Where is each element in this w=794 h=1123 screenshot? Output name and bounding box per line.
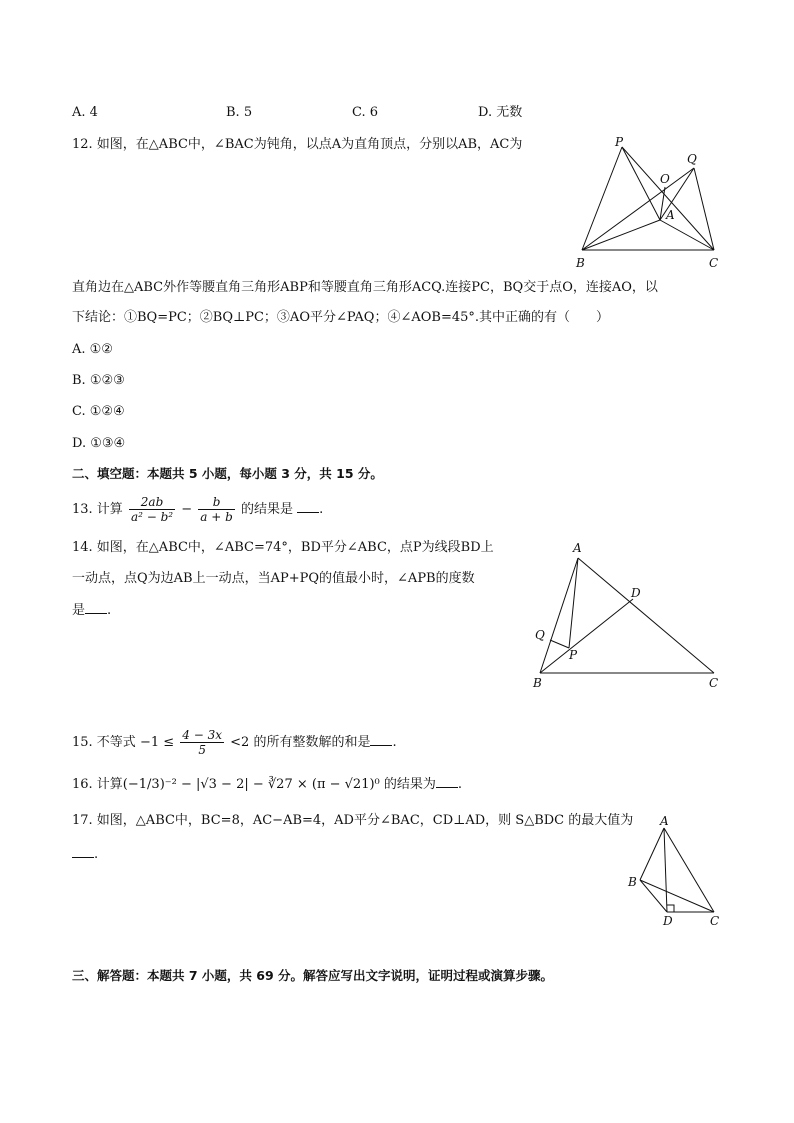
q14-label-q: Q [535,628,545,642]
q12-text-line2: 直角边在△ABC外作等腰直角三角形ABP和等腰直角三角形ACQ.连接PC，BQ交于点O，连接AO，以 [72,280,658,295]
q13-fraction-1-numerator: 2ab [129,495,175,510]
q11-option-a: A. 4 [72,105,98,120]
q16-text: 16. 计算(−1/3)⁻² − |√3 − 2| − ∛27 × (π − √21)⁰ 的结果为 . [72,777,463,792]
q15-fraction-denominator: 5 [198,743,206,757]
q12-label-a: A [666,208,675,222]
q12-figure [570,130,730,275]
q13-suffix: 的结果是 [240,502,293,517]
q17-answer-blank [72,845,94,858]
q12-option-a: A. ①② [72,342,113,357]
q12-label-p: P [615,135,624,149]
q13-text: 13. 计算 $\frac{2ab}{\text{a² − b²}}$ − $\frac{b}{a + b}$ 的结果是 . [72,495,324,524]
q13-fraction-2-denominator: a + b [200,510,233,524]
section-2-heading: 二、填空题：本题共 5 小题，每小题 3 分，共 15 分。 [72,466,383,481]
q12-option-b: B. ①②③ [72,373,125,388]
q12-label-c: C [709,256,719,270]
q15-suffix: <2 的所有整数解的和是 [230,735,371,750]
q17-text-line2: . [72,845,98,864]
q14-label-d: D [631,586,641,600]
q13-fraction-2-numerator: b [198,495,235,510]
q12-option-d: D. ①③④ [72,436,126,451]
q15-fraction-numerator: 4 − 3x [182,728,223,742]
q17-label-a: A [660,814,669,828]
q12-label-b: B [576,256,585,270]
q12-text-line1: 12. 如图，在△ABC中，∠BAC为钝角，以点A为直角顶点，分别以AB，AC为 [72,137,523,152]
q14-label-p: P [569,648,578,662]
q13-fraction-1 [129,495,175,524]
q16-expression: 16. 计算(−1/3)⁻² − |√3 − 2| − ∛27 × (π − √21)⁰ 的结果为 [72,777,436,792]
q17-label-d: D [663,914,673,928]
q12-label-q: Q [687,152,697,166]
q15-answer-blank [370,733,392,746]
q17-label-c: C [710,914,720,928]
q11-option-c: C. 6 [352,105,379,120]
q17-text-line1: 17. 如图，△ABC中，BC=8，AC−AB=4，AD平分∠BAC，CD⊥AD，则 S△BDC 的最大值为 [72,813,634,828]
q14-label-b: B [533,676,542,690]
q17-figure [622,812,732,932]
q15-text: 15. 不等式 −1 ≤ $\frac{4 - 3x}{5}$ <2 的所有整数解的和是 . [72,728,397,757]
q12-label-o: O [660,172,670,186]
q14-answer-blank [85,601,107,614]
q12-text-line3: 下结论：①BQ=PC；②BQ⊥PC；③AO平分∠PAQ；④∠AOB=45°.其中正确的有（ ） [72,310,610,325]
q11-option-b: B. 5 [226,105,253,120]
q15-fraction [180,728,224,757]
q17-label-b: B [628,875,637,889]
q15-prefix: 15. 不等式 −1 ≤ [72,735,175,750]
q14-text-line1: 14. 如图，在△ABC中，∠ABC=74°，BD平分∠ABC，点P为线段BD上 [72,540,494,555]
q13-answer-blank [297,500,319,513]
section-3-heading: 三、解答题：本题共 7 小题，共 69 分。解答应写出文字说明，证明过程或演算步骤。 [72,968,554,983]
q14-label-c: C [709,676,719,690]
q14-label-a: A [573,541,582,555]
q14-text-line2: 一动点，点Q为边AB上一动点，当AP+PQ的值最小时，∠APB的度数 [72,571,475,586]
q13-minus: − [181,502,193,517]
q14-line3-text: 是 [72,603,86,618]
q14-text-line3: 是 . [72,603,112,618]
q14-figure [528,538,728,693]
q13-fraction-2 [198,495,235,524]
q12-option-c: C. ①②④ [72,404,125,419]
q16-answer-blank [436,775,458,788]
q13-fraction-1-denominator: a² − b² [130,510,174,524]
q11-option-d: D. 无数 [478,105,523,120]
q13-prefix: 13. 计算 [72,502,123,517]
